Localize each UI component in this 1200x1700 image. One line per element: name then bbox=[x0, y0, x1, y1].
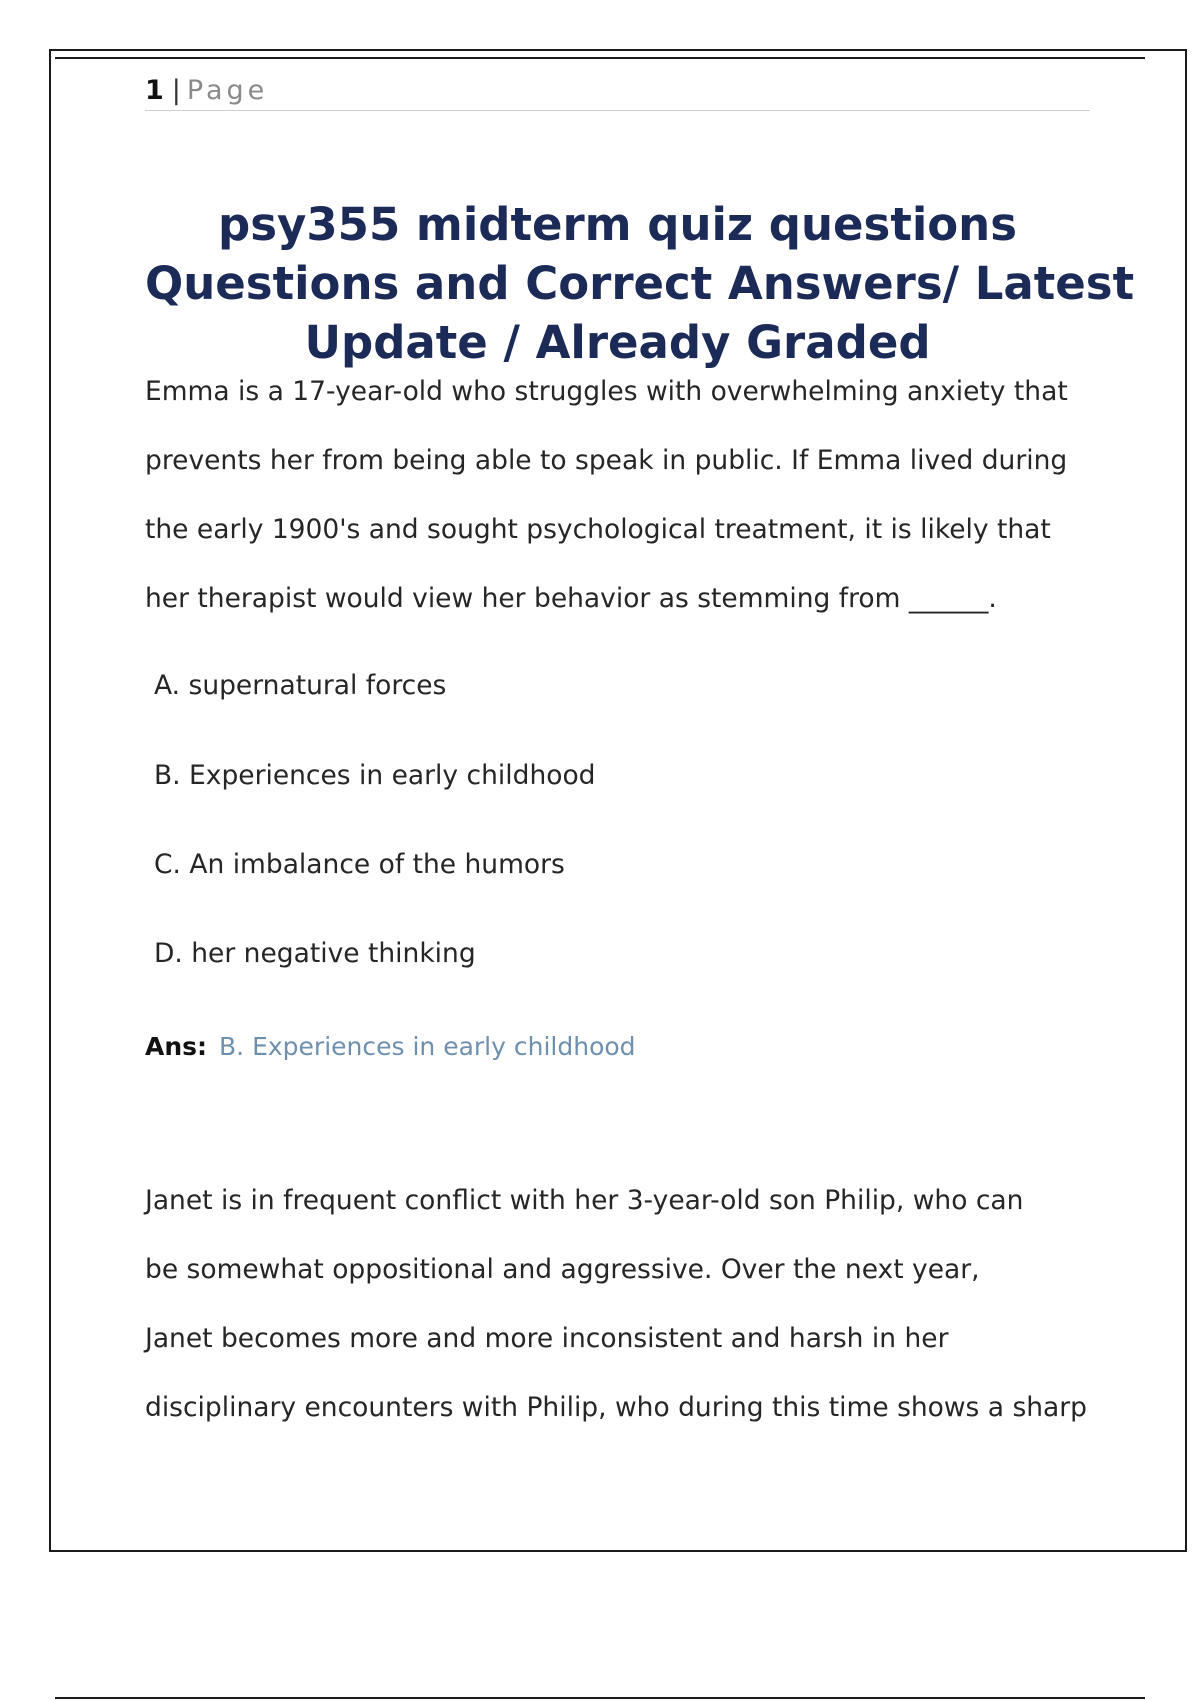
question-2-text bbox=[145, 1166, 1105, 1442]
answer-line bbox=[145, 1027, 636, 1067]
question-2-line: disciplinary encounters with Philip, who during this time shows a sharp bbox=[145, 1392, 1088, 1423]
answer-text: B. Experiences in early childhood bbox=[219, 1032, 636, 1061]
bottom-rule bbox=[55, 1697, 1145, 1699]
document-title bbox=[145, 195, 1135, 372]
option-c: C. An imbalance of the humors bbox=[154, 849, 565, 880]
question-1-line: prevents her from being able to speak in public. If Emma lived during bbox=[145, 445, 1068, 476]
question-2-line: be somewhat oppositional and aggressive. Over the next year, bbox=[145, 1254, 980, 1285]
page-label: Page bbox=[186, 75, 269, 106]
option-b: B. Experiences in early childhood bbox=[154, 760, 596, 791]
question-1-line: her therapist would view her behavior as stemming from ______. bbox=[145, 583, 997, 614]
option-a: A. supernatural forces bbox=[154, 670, 447, 701]
title-line-2: Questions and Correct Answers/ Latest bbox=[145, 257, 1135, 310]
question-2-line: Janet is in frequent conflict with her 3-year-old son Philip, who can bbox=[145, 1185, 1024, 1216]
page-number: 1 bbox=[145, 75, 164, 106]
page-header bbox=[145, 72, 1090, 111]
question-1-line: Emma is a 17-year-old who struggles with overwhelming anxiety that bbox=[145, 376, 1068, 407]
title-line-3: Update / Already Graded bbox=[304, 316, 931, 369]
question-2-line: Janet becomes more and more inconsistent and harsh in her bbox=[145, 1323, 949, 1354]
title-line-1: psy355 midterm quiz questions bbox=[218, 198, 1017, 251]
page-separator: | bbox=[171, 75, 181, 106]
top-rule bbox=[55, 57, 1145, 59]
answer-label: Ans: bbox=[145, 1032, 208, 1061]
option-d: D. her negative thinking bbox=[154, 938, 476, 969]
question-1-line: the early 1900's and sought psychological treatment, it is likely that bbox=[145, 514, 1051, 545]
question-1-text bbox=[145, 357, 1105, 633]
